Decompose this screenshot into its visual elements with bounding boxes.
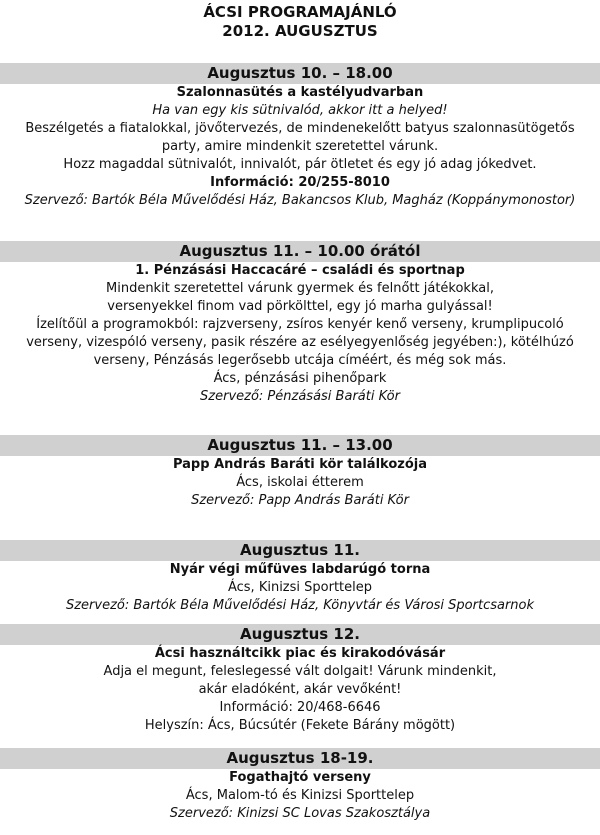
event-desc-line: verseny, Pénzásás legerősebb utcája címéért, és még sok más. [93, 353, 507, 368]
event-title: Ácsi használtcikk piac és kirakodóvásár [154, 646, 446, 661]
event-date-band: Augusztus 10. – 18.00 [0, 63, 600, 84]
event-desc-line: Ízelítőül a programokból: rajzverseny, zsíros kenyér kenő verseny, krumplipucoló [36, 317, 564, 332]
event-date-band: Augusztus 11. [0, 540, 600, 561]
event-section [0, 561, 600, 615]
event-desc-line: verseny, vizespóló verseny, pasik részére az esélyegyenlőség jegyében:), kötélhúzó [26, 335, 574, 350]
event-section [0, 645, 600, 735]
event-section [0, 84, 600, 210]
event-organizer: Szervező: Bartók Béla Művelődési Ház, Könyvtár és Városi Sportcsarnok [65, 598, 535, 613]
event-location: Ács, Kinizsi Sporttelep [227, 580, 373, 595]
event-title: Szalonnasütés a kastélyudvarban [176, 85, 424, 100]
event-desc-line: party, amire mindenkit szeretettel várunk. [161, 139, 439, 154]
event-title: Fogathajtó verseny [229, 770, 371, 785]
event-organizer: Szervező: Bartók Béla Művelődési Ház, Bakancsos Klub, Magház (Koppánymonostor) [24, 193, 576, 208]
event-desc-line: Adja el megunt, feleslegessé vált dolgait! Várunk mindenkit, [103, 664, 497, 679]
event-desc-line: Beszélgetés a fiatalokkal, jövőtervezés, de mindenekelőtt batyus szalonnasütögetős [25, 121, 575, 136]
event-organizer: Szervező: Pénzásási Baráti Kör [200, 389, 400, 404]
event-tagline: Ha van egy kis sütnivalód, akkor itt a helyed! [152, 103, 448, 118]
event-desc-line: akár eladóként, akár vevőként! [198, 682, 402, 697]
event-section [0, 769, 600, 823]
event-organizer: Szervező: Papp András Baráti Kör [191, 493, 409, 508]
event-desc-line: versenyekkel finom vad pörkölttel, egy jó marha gulyással! [107, 299, 493, 314]
event-title: Papp András Baráti kör találkozója [172, 457, 427, 472]
event-organizer: Szervező: Kinizsi SC Lovas Szakosztálya [169, 806, 431, 821]
event-section [0, 456, 600, 510]
event-info: Információ: 20/255-8010 [210, 175, 390, 190]
page-title: ÁCSI PROGRAMAJÁNLÓ [203, 3, 397, 21]
event-date-band: Augusztus 12. [0, 624, 600, 645]
event-location: Helyszín: Ács, Búcsútér (Fekete Bárány mögött) [144, 718, 456, 733]
event-date-band: Augusztus 11. – 13.00 [0, 435, 600, 456]
event-date-band: Augusztus 11. – 10.00 órától [0, 241, 600, 262]
event-info: Információ: 20/468-6646 [219, 700, 381, 715]
event-section [0, 262, 600, 406]
event-title: Nyár végi műfüves labdarúgó torna [169, 562, 431, 577]
event-location: Ács, pénzásási pihenőpark [213, 371, 387, 386]
event-location: Ács, Malom-tó és Kinizsi Sporttelep [185, 788, 415, 803]
event-title: 1. Pénzásási Haccacáré – családi és sportnap [135, 263, 465, 278]
page-subtitle: 2012. AUGUSZTUS [222, 22, 378, 40]
event-location: Ács, iskolai étterem [236, 475, 364, 490]
event-desc-line: Hozz magaddal sütnivalót, innivalót, pár ötletet és egy jó adag jókedvet. [63, 157, 537, 172]
event-date-band: Augusztus 18-19. [0, 748, 600, 769]
event-desc-line: Mindenkit szeretettel várunk gyermek és felnőtt játékokkal, [106, 281, 494, 296]
